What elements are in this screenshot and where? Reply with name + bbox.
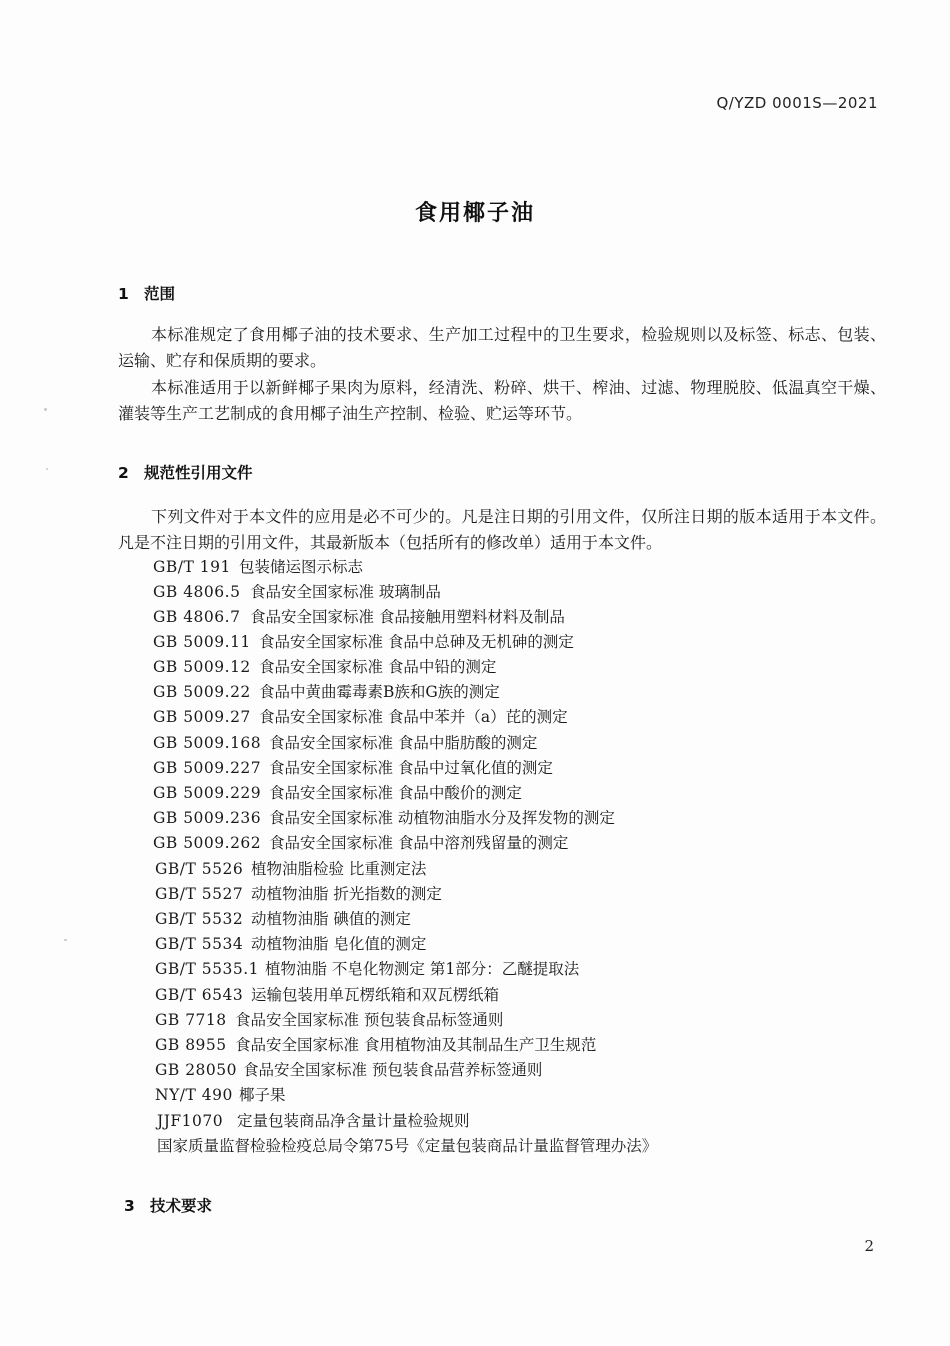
reference-code: GB 5009.168 bbox=[153, 734, 262, 752]
section-title: 范围 bbox=[144, 285, 176, 303]
reference-item bbox=[153, 555, 363, 577]
reference-code: GB 28050 bbox=[155, 1061, 238, 1079]
reference-item bbox=[153, 630, 574, 652]
section-number: 3 bbox=[124, 1197, 135, 1215]
reference-item bbox=[155, 907, 411, 929]
paragraph: 下列文件对于本文件的应用是必不可少的。凡是注日期的引用文件，仅所注日期的版本适用于本文件。凡是不注日期的引用文件，其最新版本（包括所有的修改单）适用于本文件。 bbox=[118, 507, 886, 552]
reference-title: 动植物油脂 碘值的测定 bbox=[251, 910, 411, 928]
reference-title: 食品安全国家标准 食品中过氧化值的测定 bbox=[269, 759, 553, 777]
reference-item bbox=[153, 806, 615, 828]
document-title: 食用椰子油 bbox=[414, 201, 535, 226]
reference-item bbox=[155, 957, 579, 979]
reference-item bbox=[153, 756, 553, 778]
reference-title: 食品安全国家标准 食用植物油及其制品生产卫生规范 bbox=[235, 1036, 597, 1054]
reference-code: GB 8955 bbox=[155, 1036, 227, 1054]
reference-code: GB/T 5527 bbox=[155, 885, 244, 903]
reference-title: 食品安全国家标准 食品中苯并（a）芘的测定 bbox=[259, 708, 568, 726]
reference-item bbox=[153, 655, 496, 677]
section-heading-scope bbox=[118, 282, 175, 304]
section-title: 规范性引用文件 bbox=[144, 464, 253, 482]
reference-item bbox=[155, 1033, 596, 1055]
scan-speck bbox=[44, 408, 47, 411]
reference-item bbox=[153, 605, 565, 627]
section-number: 1 bbox=[118, 285, 129, 303]
reference-title: 食品安全国家标准 玻璃制品 bbox=[250, 583, 441, 601]
reference-title: 食品安全国家标准 食品中铅的测定 bbox=[259, 658, 497, 676]
paragraph: 本标准规定了食用椰子油的技术要求、生产加工过程中的卫生要求，检验规则以及标签、标志、包装、运输、贮存和保质期的要求。 bbox=[118, 325, 886, 370]
reference-title: 食品安全国家标准 食品中脂肪酸的测定 bbox=[269, 734, 538, 752]
reference-title: 运输包装用单瓦楞纸箱和双瓦楞纸箱 bbox=[251, 986, 500, 1004]
reference-code: NY/T 490 bbox=[155, 1086, 233, 1104]
page-number: 2 bbox=[864, 1237, 874, 1255]
document-code: Q/YZD 0001S—2021 bbox=[716, 94, 878, 112]
section-heading-normative-references bbox=[118, 461, 253, 483]
reference-code: GB 4806.5 bbox=[153, 583, 241, 601]
reference-title: 植物油脂 不皂化物测定 第1部分：乙醚提取法 bbox=[265, 960, 580, 978]
reference-code: GB 5009.229 bbox=[153, 784, 262, 802]
reference-code: GB/T 5526 bbox=[155, 860, 244, 878]
reference-title: 椰子果 bbox=[239, 1086, 286, 1104]
reference-code: GB 7718 bbox=[155, 1011, 227, 1029]
reference-title: 食品安全国家标准 预包装食品营养标签通则 bbox=[243, 1061, 543, 1079]
reference-title: 食品安全国家标准 预包装食品标签通则 bbox=[235, 1011, 504, 1029]
reference-code: GB 5009.227 bbox=[153, 759, 262, 777]
reference-code: GB 5009.236 bbox=[153, 809, 262, 827]
reference-title: 动植物油脂 折光指数的测定 bbox=[251, 885, 442, 903]
reference-code: GB/T 5532 bbox=[155, 910, 244, 928]
reference-code: GB/T 6543 bbox=[155, 986, 244, 1004]
reference-item bbox=[155, 983, 499, 1005]
reference-item bbox=[153, 831, 568, 853]
reference-item bbox=[155, 1008, 503, 1030]
scan-speck bbox=[64, 939, 67, 941]
reference-code: GB/T 5535.1 bbox=[155, 960, 259, 978]
reference-title: 食品中黄曲霉毒素B族和G族的测定 bbox=[259, 683, 500, 701]
reference-item bbox=[155, 932, 426, 954]
scan-speck bbox=[46, 468, 48, 470]
reference-item bbox=[157, 1134, 657, 1156]
reference-item bbox=[153, 731, 537, 753]
reference-item bbox=[155, 1083, 286, 1105]
reference-item bbox=[157, 1109, 470, 1131]
reference-item bbox=[155, 857, 426, 879]
reference-title: 植物油脂检验 比重测定法 bbox=[251, 860, 427, 878]
section-heading-technical-requirements bbox=[124, 1194, 212, 1216]
section-title: 技术要求 bbox=[150, 1197, 213, 1215]
reference-code: GB 4806.7 bbox=[153, 608, 241, 626]
reference-title: 食品安全国家标准 食品接触用塑料材料及制品 bbox=[250, 608, 565, 626]
reference-item bbox=[155, 1058, 542, 1080]
reference-title: 食品安全国家标准 食品中溶剂残留量的测定 bbox=[269, 834, 569, 852]
reference-code: GB 5009.262 bbox=[153, 834, 262, 852]
reference-code: GB/T 191 bbox=[153, 558, 231, 576]
reference-title: 包装储运图示标志 bbox=[239, 558, 364, 576]
reference-item bbox=[155, 882, 442, 904]
reference-title: 食品安全国家标准 食品中酸价的测定 bbox=[269, 784, 522, 802]
reference-title: 国家质量监督检验检疫总局令第75号《定量包装商品计量监督管理办法》 bbox=[157, 1137, 658, 1155]
reference-code: GB 5009.27 bbox=[153, 708, 251, 726]
reference-title: 食品安全国家标准 动植物油脂水分及挥发物的测定 bbox=[269, 809, 615, 827]
section-number: 2 bbox=[118, 464, 129, 482]
reference-title: 定量包装商品净含量计量检验规则 bbox=[237, 1112, 470, 1130]
reference-title: 食品安全国家标准 食品中总砷及无机砷的测定 bbox=[259, 633, 574, 651]
reference-code: GB 5009.11 bbox=[153, 633, 251, 651]
reference-item bbox=[153, 680, 500, 702]
reference-item bbox=[153, 580, 441, 602]
reference-item bbox=[153, 781, 522, 803]
reference-code: GB 5009.12 bbox=[153, 658, 251, 676]
reference-title: 动植物油脂 皂化值的测定 bbox=[251, 935, 427, 953]
reference-code: GB 5009.22 bbox=[153, 683, 251, 701]
reference-code: GB/T 5534 bbox=[155, 935, 244, 953]
reference-item bbox=[153, 705, 568, 727]
paragraph: 本标准适用于以新鲜椰子果肉为原料，经清洗、粉碎、烘干、榨油、过滤、物理脱胶、低温真空干燥、灌装等生产工艺制成的食用椰子油生产控制、检验、贮运等环节。 bbox=[118, 378, 886, 423]
reference-code: JJF1070 bbox=[157, 1112, 224, 1130]
